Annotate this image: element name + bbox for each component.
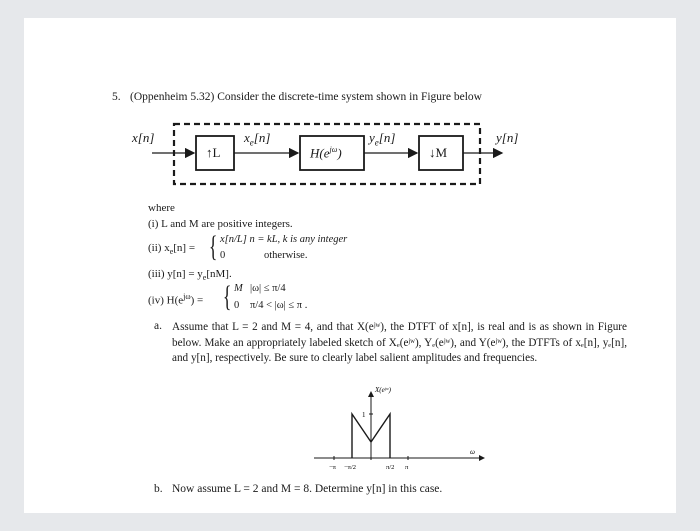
- part-a-text: Assume that L = 2 and M = 4, and that X(eʲʷ), the DTFT of x[n], is real and is as shown in Figure below. Make an appropriately labeled sketch of Xₑ(eʲʷ), Yₑ(eʲʷ), and Y(eʲʷ), the DTFTs of xₑ[n], yₑ[n], and y[n], respectively. Be sure to clearly label salient amplitudes and frequencies.: [172, 321, 627, 364]
- definition-ii-lhs: (ii) $x_e[n]$ =: [148, 242, 196, 257]
- block-diagram: [24, 18, 676, 218]
- spectrum-x-label: ω: [470, 448, 475, 456]
- filter-label: $H(e^{j\omega})$: [310, 145, 342, 161]
- definition-iv-lhs: (iv) $H(e^{j\omega})$ =: [148, 292, 204, 307]
- definition-ii-case2-value: 0: [220, 250, 226, 261]
- part-b-label: b.: [154, 483, 163, 495]
- definition-ii-case1: x[n/L] n = kL, k is any integer: [220, 234, 348, 245]
- tick-label-half-pi: π/2: [386, 464, 395, 471]
- definition-iv-case1-value: M: [234, 283, 243, 294]
- definition-iv-brace: {: [222, 280, 232, 313]
- tick-label-pi: π: [405, 464, 409, 471]
- problem-header: (Oppenheim 5.32) Consider the discrete-time system shown in Figure below: [130, 91, 482, 103]
- spectrum-sketch: [294, 380, 494, 475]
- spectrum-y-label: X(eʲʷ): [375, 386, 391, 394]
- input-signal-label: x[n]: [132, 130, 155, 145]
- worksheet-page: [24, 18, 676, 513]
- where-label: where: [148, 202, 175, 214]
- tick-one-label: 1: [362, 411, 366, 419]
- ye-signal-label: $y_e[n]$: [369, 130, 396, 148]
- tick-label-neg-half-pi: −π/2: [344, 464, 357, 471]
- downsample-label: ↓M: [429, 145, 448, 160]
- upsample-label: ↑L: [206, 145, 221, 160]
- definition-iv-case2-value: 0: [234, 300, 240, 311]
- definition-iii: (iii) $y[n] = y_e[nM]$.: [148, 268, 232, 283]
- definition-ii-case2-condition: otherwise.: [264, 250, 308, 261]
- definition-iv-case1-condition: |ω| ≤ π/4: [250, 283, 286, 294]
- definition-ii-brace: {: [208, 230, 218, 263]
- problem-number: 5.: [112, 91, 121, 103]
- part-b-text: Now assume L = 2 and M = 8. Determine y[n] in this case.: [172, 483, 443, 495]
- output-signal-label: y[n]: [496, 130, 519, 145]
- part-a-label: a.: [154, 320, 162, 332]
- definition-iv-case2-condition: π/4 < |ω| ≤ π .: [250, 300, 308, 311]
- definition-i: (i) L and M are positive integers.: [148, 218, 293, 230]
- xe-signal-label: $x_e[n]$: [244, 130, 271, 148]
- tick-label-neg-pi: −π: [329, 464, 336, 471]
